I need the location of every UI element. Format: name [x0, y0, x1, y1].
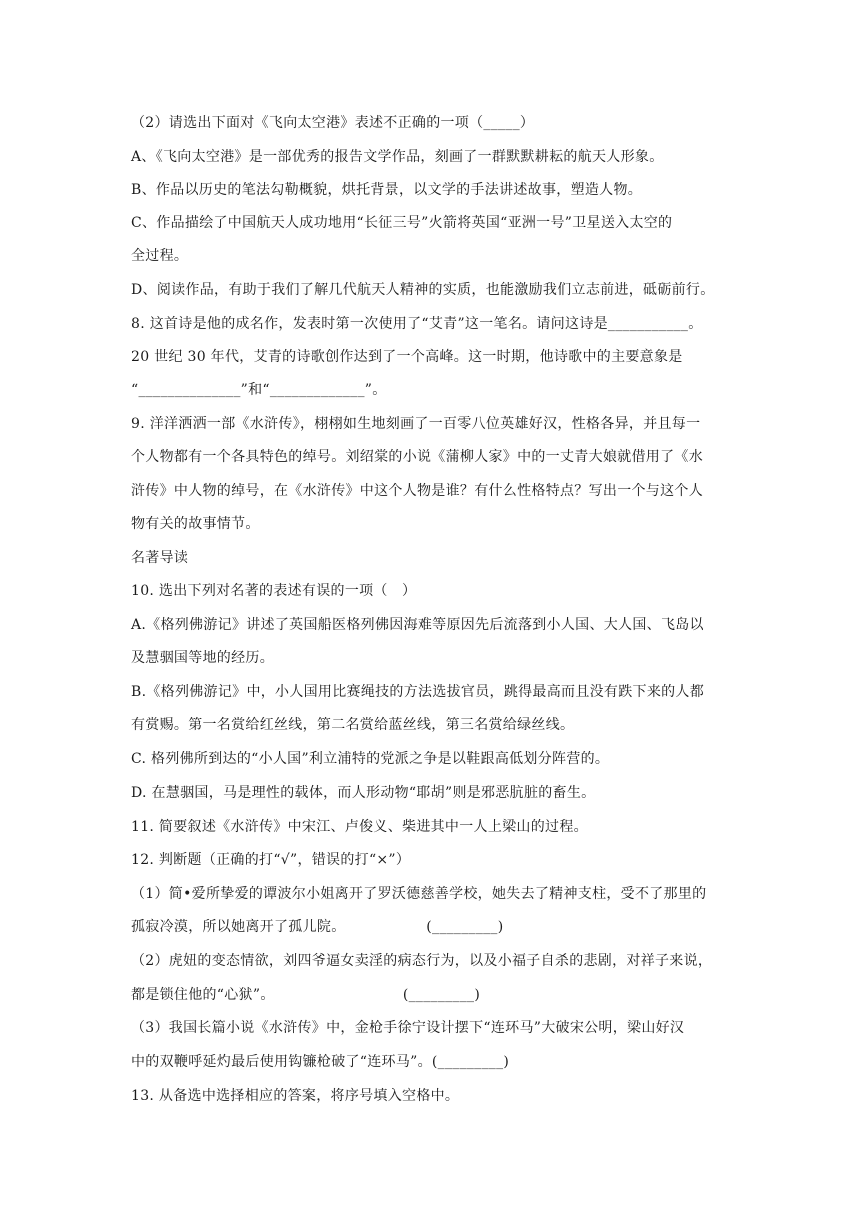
option-c: C、作品描绘了中国航天人成功地用“长征三号”火箭将英国“亚洲一号”卫星送入太空的 [131, 215, 673, 231]
question-8: 8. 这首诗是他的成名作，发表时第一次使用了“艾青”这一笔名。请问这诗是___________。 [131, 316, 703, 332]
q12-item-2-continued: 都是锁住他的“心狱”。 (_________) [131, 987, 481, 1003]
q10-option-b-continued: 有赏赐。第一名赏给红丝线，第二名赏给蓝丝线，第三名赏给绿丝线。 [131, 717, 575, 733]
q10-option-a: A.《格列佛游记》讲述了英国船医格列佛因海难等原因先后流落到小人国、大人国、飞岛以 [131, 617, 704, 633]
q10-option-c: C. 格列佛所到达的“小人国”利立浦特的党派之争是以鞋跟高低划分阵营的。 [131, 751, 610, 767]
q12-item-1: （1）简•爱所挚爱的谭波尔小姐离开了罗沃德慈善学校，她失去了精神支柱，受不了那里的 [131, 886, 707, 902]
q12-item-1-continued: 孤寂冷漠，所以她离开了孤儿院。 (_________) [131, 919, 504, 935]
section-heading: 名著导读 [131, 550, 189, 566]
question-9-line-4: 物有关的故事情节。 [131, 516, 260, 532]
question-10: 10. 选出下列对名著的表述有误的一项（ ） [131, 583, 417, 599]
option-d: D、阅读作品，有助于我们了解几代航天人精神的实质，也能激励我们立志前进，砥砺前行。 [131, 282, 715, 298]
q10-option-a-continued: 及慧骃国等地的经历。 [131, 650, 274, 666]
question-9-line-3: 浒传》中人物的绰号，在《水浒传》中这个人物是谁？有什么性格特点？写出一个与这个人 [131, 483, 703, 499]
q12-item-3-continued: 中的双鞭呼延灼最后使用钩镰枪破了“连环马”。(_________) [131, 1054, 510, 1070]
q10-option-d: D. 在慧骃国，马是理性的载体，而人形动物“耶胡”则是邪恶肮脏的畜生。 [131, 785, 596, 801]
question-7-2-prompt: （2）请选出下面对《飞向太空港》表述不正确的一项（_____） [131, 115, 535, 131]
question-11: 11. 简要叙述《水浒传》中宋江、卢俊义、柴进其中一人上梁山的过程。 [131, 819, 588, 835]
question-12: 12. 判断题（正确的打“√”，错误的打“×”） [131, 852, 411, 868]
q10-option-b: B.《格列佛游记》中，小人国用比赛绳技的方法选拔官员，跳得最高而且没有跌下来的人都 [131, 684, 705, 700]
question-8-continued: 20 世纪 30 年代，艾青的诗歌创作达到了一个高峰。这一时期，他诗歌中的主要意象是 [131, 349, 683, 365]
question-8-blanks: “______________”和“_____________”。 [131, 382, 387, 398]
option-a: A、《飞向太空港》是一部优秀的报告文学作品，刻画了一群默默耕耘的航天人形象。 [131, 149, 664, 165]
option-c-continued: 全过程。 [131, 248, 189, 264]
question-9: 9. 洋洋洒洒一部《水浒传》，栩栩如生地刻画了一百零八位英雄好汉，性格各异，并且每一 [131, 416, 701, 432]
question-9-line-2: 个人物都有一个各具特色的绰号。刘绍棠的小说《蒲柳人家》中的一丈青大娘就借用了《水 [131, 449, 703, 465]
q12-item-3: （3）我国长篇小说《水浒传》中，金枪手徐宁设计摆下“连环马”大破宋公明，梁山好汉 [131, 1020, 685, 1036]
option-b: B、作品以历史的笔法勾勒概貌，烘托背景，以文学的手法讲述故事，塑造人物。 [131, 182, 643, 198]
q12-item-2: （2）虎妞的变态情欲，刘四爷逼女卖淫的病态行为，以及小福子自杀的悲剧，对祥子来说， [131, 953, 713, 969]
question-13: 13. 从备选中选择相应的答案，将序号填入空格中。 [131, 1088, 460, 1104]
